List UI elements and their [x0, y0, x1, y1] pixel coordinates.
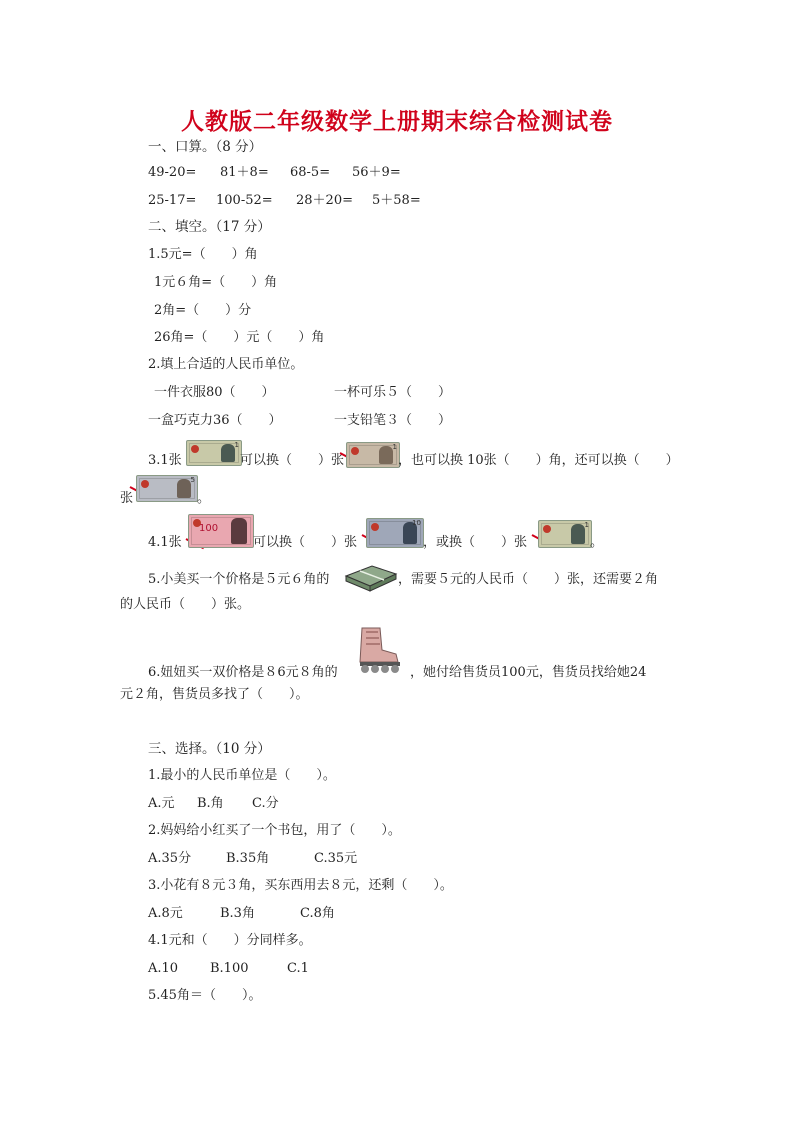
one-yuan-note-image: 1 — [186, 440, 242, 466]
fill-5-part3: 的人民币（ ）张。 — [120, 597, 251, 612]
fill-5-part2: ，需要５元的人民币（ ）张，还需要２角 — [398, 572, 659, 587]
calc-2-2: 100-52= — [216, 193, 273, 208]
hundred-yuan-note-image: 100 — [188, 514, 254, 548]
choice-1-stem: 1.最小的人民币单位是（ ）。 — [148, 768, 336, 783]
choice-3-opt-c: C.8角 — [300, 906, 335, 921]
fill-1c: 2角=（ ）分 — [154, 303, 252, 318]
calc-2-3: 28＋20= — [296, 193, 353, 208]
eraser-icon — [342, 562, 398, 594]
one-jiao-note-image: 1 — [346, 442, 400, 468]
choice-3-opt-a: A.8元 — [148, 906, 183, 921]
choice-4-opt-c: C.1 — [287, 961, 309, 976]
roller-skates-icon — [352, 624, 410, 674]
fill-4-part3: ，或换（ ）张 — [423, 535, 528, 550]
choice-2-opt-c: C.35元 — [314, 851, 358, 866]
calc-1-1: 49-20= — [148, 165, 197, 180]
fill-2d: 一支铅笔３（ ） — [334, 413, 452, 428]
fill-2c: 一盒巧克力36（ ） — [148, 413, 282, 428]
calc-1-3: 68-5= — [290, 165, 331, 180]
calc-2-1: 25-17= — [148, 193, 197, 208]
fill-4-part1: 4.1张 — [148, 535, 182, 550]
choice-4-stem: 4.1元和（ ）分同样多。 — [148, 933, 312, 948]
fill-5-part1: 5.小美买一个价格是５元６角的 — [148, 572, 330, 587]
fill-3-part2: 可以换（ ）张 — [240, 453, 345, 468]
choice-4-opt-a: A.10 — [148, 961, 179, 976]
section1-heading: 一、口算。（8 分） — [148, 139, 263, 155]
calc-2-4: 5＋58= — [372, 193, 421, 208]
fill-2-stem: 2.填上合适的人民币单位。 — [148, 357, 304, 372]
page-title: 人教版二年级数学上册期末综合检测试卷 — [181, 108, 613, 135]
choice-1-opt-a: A.元 — [148, 796, 175, 811]
section3-heading: 三、选择。（10 分） — [148, 741, 271, 757]
fill-3-part1: 3.1张 — [148, 453, 182, 468]
choice-2-opt-b: B.35角 — [226, 851, 270, 866]
fill-3-part4: 张 — [120, 491, 134, 506]
fill-3-part5: 。 — [197, 491, 211, 506]
fill-2b: 一杯可乐５（ ） — [334, 385, 452, 400]
fill-1b: 1元６角=（ ）角 — [154, 275, 278, 290]
choice-1-opt-b: B.角 — [197, 796, 224, 811]
choice-5-stem: 5.45角＝（ ）。 — [148, 988, 262, 1003]
fill-3-part3: ，也可以换 10张（ ）角，还可以换（ ） — [398, 453, 679, 468]
ten-yuan-note-image: 10 — [366, 518, 424, 548]
choice-3-opt-b: B.3角 — [220, 906, 255, 921]
fill-4-part2: 可以换（ ）张 — [253, 535, 358, 550]
fill-1d: 26角=（ ）元（ ）角 — [154, 330, 325, 345]
fill-2a: 一件衣服80（ ） — [154, 385, 275, 400]
five-jiao-note-image: 5 — [136, 475, 198, 502]
choice-2-opt-a: A.35分 — [148, 851, 192, 866]
section2-heading: 二、填空。（17 分） — [148, 219, 271, 235]
choice-2-stem: 2.妈妈给小红买了一个书包，用了（ ）。 — [148, 823, 401, 838]
choice-3-stem: 3.小花有８元３角，买东西用去８元，还剩（ ）。 — [148, 878, 453, 893]
one-yuan-note-image-2: 1 — [538, 520, 592, 548]
fill-4-part4: 。 — [590, 535, 604, 550]
fill-1a: 1.5元=（ ）角 — [148, 247, 258, 262]
calc-1-4: 56＋9= — [352, 165, 401, 180]
choice-1-opt-c: C.分 — [252, 796, 279, 811]
fill-6-part3: 元２角，售货员多找了（ ）。 — [120, 687, 309, 702]
choice-4-opt-b: B.100 — [210, 961, 249, 976]
calc-1-2: 81＋8= — [220, 165, 269, 180]
fill-6-part2: ，她付给售货员100元，售货员找给她24 — [410, 665, 647, 680]
fill-6-part1: 6.妞妞买一双价格是８6元８角的 — [148, 665, 338, 680]
